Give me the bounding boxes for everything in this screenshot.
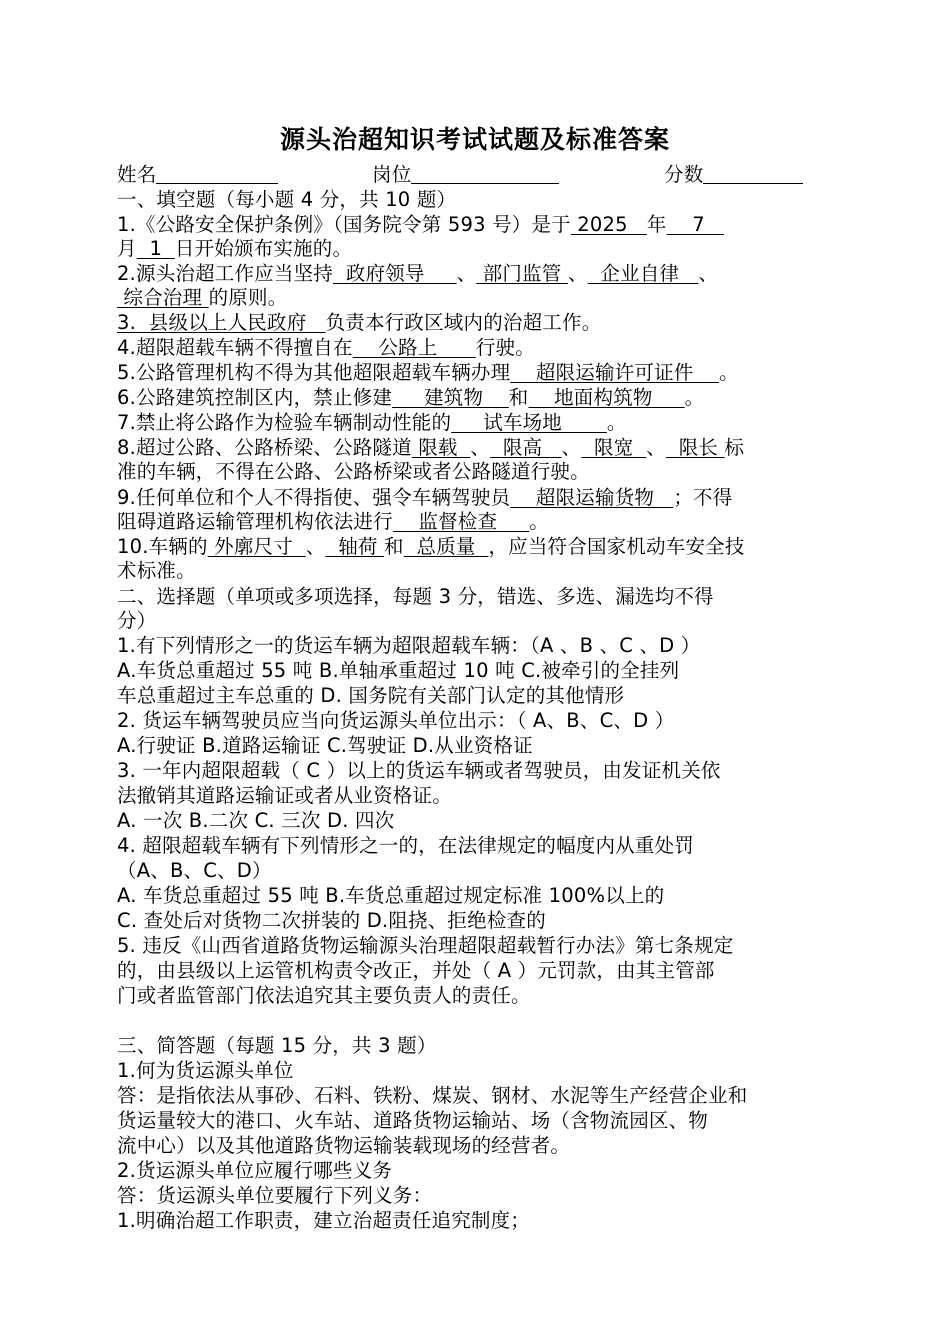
q-text: 。: [719, 361, 739, 384]
document-title: 源头治超知识考试试题及标准答案: [279, 125, 670, 154]
answer-blank: 监督检查: [392, 510, 530, 533]
q-text: 行驶。: [475, 336, 535, 359]
fill-q2-line2: [117, 286, 287, 310]
q-text: 。: [606, 411, 627, 434]
header-post: [372, 163, 559, 187]
fill-q2-line1: [117, 262, 718, 286]
choice-q3-stem-line2: 法撤销其道路运输证或者从业资格证。: [117, 784, 452, 807]
q-text: 5.公路管理机构不得为其他超限超载车辆办理: [117, 361, 511, 384]
fill-q9-line2: [117, 510, 549, 534]
q-text: 和: [384, 535, 404, 558]
choice-q2-options: A.行驶证 B.道路运输证 C.驾驶证 D.从业资格证: [117, 734, 533, 757]
answer-blank: 外廓尺寸: [207, 535, 306, 558]
q-text: 。: [529, 510, 549, 533]
q-text: 和: [508, 386, 529, 409]
fill-q5: [117, 361, 739, 385]
choice-q4-options-line1: A. 车货总重超过 55 吨 B.车货总重超过规定标准 100%以上的: [117, 884, 665, 907]
fill-q4: [117, 336, 535, 360]
short-q1-answer-line1: 答：是指依法从事砂、石料、铁粉、煤炭、钢材、水泥等生产经营企业和: [117, 1084, 748, 1107]
answer-blank: 建筑物: [392, 386, 509, 409]
choice-q4-stem-line1: 4. 超限超载车辆有下列情形之一的，在法律规定的幅度内从重处罚: [117, 834, 695, 857]
name-blank[interactable]: [156, 163, 278, 184]
separator: 、: [567, 262, 588, 285]
choice-q1-options-line1: A.车货总重超过 55 吨 B.单轴承重超过 10 吨 C.被牵引的全挂列: [117, 659, 680, 682]
post-label: 岗位: [372, 163, 412, 186]
short-q1-answer-line2: 货运量较大的港口、火车站、道路货物运输站、场（含物流园区、物: [117, 1109, 709, 1132]
short-q1-question: 1.何为货运源头单位: [117, 1059, 294, 1082]
fill-q7: [117, 411, 627, 435]
fill-q9-line1: [117, 486, 732, 510]
fill-q6: [117, 386, 704, 410]
short-q2-answer-line1: 答：货运源头单位要履行下列义务：: [117, 1184, 433, 1207]
q-text: ，应当符合国家机动车安全技: [488, 535, 745, 558]
choice-q4-options-line2: C. 查处后对货物二次拼装的 D.阻挠、拒绝检查的: [117, 909, 546, 932]
answer-blank: 综合治理: [117, 286, 209, 309]
q-text: 7.禁止将公路作为检验车辆制动性能的: [117, 411, 452, 434]
choice-q1-stem: 1.有下列情形之一的货运车辆为超限超载车辆：（A 、B 、C 、D ）: [117, 634, 701, 657]
name-label: 姓名: [117, 163, 157, 186]
fill-q1-line2: [117, 237, 352, 261]
q-text: 10.车辆的: [117, 535, 208, 558]
answer-blank: 超限运输货物: [510, 486, 674, 509]
fill-q1-line1: [117, 213, 724, 237]
q-text: 9.任何单位和个人不得指使、强令车辆驾驶员: [117, 486, 511, 509]
choice-q5-line3: 门或者监管部门依法追究其主要负责人的责任。: [117, 984, 531, 1007]
section-2-title-line1: 二、选择题（单项或多项选择，每题 3 分，错选、多选、漏选均不得: [117, 585, 714, 608]
short-q1-answer-line3: 流中心）以及其他道路货物运输装载现场的经营者。: [117, 1134, 571, 1157]
q-text: 月: [117, 237, 137, 260]
section-1-title: 一、填空题（每小题 4 分，共 10 题）: [117, 188, 457, 211]
q-text: 6.公路建筑控制区内，禁止修建: [117, 386, 393, 409]
answer-blank: 总质量: [403, 535, 489, 558]
answer-blank: 地面构筑物: [528, 386, 685, 409]
q-text: 8.超过公路、公路桥梁、公路隧道: [117, 436, 412, 459]
fill-q10-line1: [117, 535, 745, 559]
separator: 、: [698, 262, 719, 285]
q-text: 标: [724, 436, 745, 459]
q-text: ；不得: [673, 486, 733, 509]
choice-q3-stem-line1: 3. 一年内超限超载（ C ）以上的货运车辆或者驾驶员，由发证机关依: [117, 759, 721, 782]
header-score: [664, 163, 803, 187]
answer-blank: 限长: [665, 436, 725, 459]
q-text: 。: [684, 386, 705, 409]
choice-q4-stem-line2: （A、B、C、D）: [117, 859, 272, 882]
answer-blank: 轴荷: [325, 535, 385, 558]
answer-blank: 企业自律: [587, 262, 699, 285]
answer-blank: 3. 县级以上人民政府: [117, 311, 326, 334]
header-name: [117, 163, 278, 187]
short-q2-question: 2.货运源头单位应履行哪些义务: [117, 1159, 393, 1182]
q-text: 日开始颁布实施的。: [174, 237, 353, 260]
answer-blank: 1: [136, 237, 175, 260]
short-q2-answer-line2: 1.明确治超工作职责，建立治超责任追究制度；: [117, 1209, 531, 1232]
choice-q2-stem: 2. 货运车辆驾驶员应当向货运源头单位出示：（ A、B、C、D ）: [117, 709, 675, 732]
choice-q5-line1: 5. 违反《山西省道路货物运输源头治理超限超载暂行办法》第七条规定: [117, 934, 734, 957]
answer-blank: 限宽: [581, 436, 647, 459]
choice-q3-options: A. 一次 B.二次 C. 三次 D. 四次: [117, 809, 395, 832]
answer-blank: 试车场地: [451, 411, 607, 434]
answer-blank: 7: [666, 213, 725, 236]
post-blank[interactable]: [411, 163, 559, 184]
q-text: 阻碍道路运输管理机构依法进行: [117, 510, 393, 533]
q-text: 4.超限超载车辆不得擅自在: [117, 336, 353, 359]
fill-q8-line2: 准的车辆，不得在公路、公路桥梁或者公路隧道行驶。: [117, 460, 590, 483]
q-text: 1.《公路安全保护条例》（国务院令第 593 号）是于: [117, 213, 571, 236]
answer-blank: 政府领导: [333, 262, 457, 285]
separator: 、: [470, 436, 491, 459]
choice-q1-options-line2: 车总重超过主车总重的 D. 国务院有关部门认定的其他情形: [117, 684, 625, 707]
q-text: 年: [646, 213, 667, 236]
separator: 、: [305, 535, 326, 558]
score-blank[interactable]: [703, 163, 803, 184]
separator: 、: [646, 436, 666, 459]
fill-q8-line1: [117, 436, 744, 460]
score-label: 分数: [664, 163, 704, 186]
separator: 、: [456, 262, 477, 285]
q-text: 负责本行政区域内的治超工作。: [325, 311, 602, 334]
q-text: 的原则。: [208, 286, 288, 309]
q-text: 2.源头治超工作应当坚持: [117, 262, 334, 285]
answer-blank: 公路上: [352, 336, 476, 359]
fill-q10-line2: 术标准。: [117, 559, 196, 582]
choice-q5-line2: 的，由县级以上运管机构责令改正，并处（ A ）元罚款，由其主管部: [117, 959, 715, 982]
answer-blank: 2025: [570, 213, 647, 236]
separator: 、: [561, 436, 582, 459]
section-2-title-line2: 分）: [117, 609, 157, 632]
answer-blank: 限高: [490, 436, 562, 459]
answer-blank: 超限运输许可证件: [510, 361, 720, 384]
answer-blank: 部门监管: [476, 262, 568, 285]
answer-blank: 限载: [411, 436, 471, 459]
section-3-title: 三、简答题（每题 15 分，共 3 题）: [117, 1034, 437, 1057]
fill-q3: [117, 311, 601, 335]
